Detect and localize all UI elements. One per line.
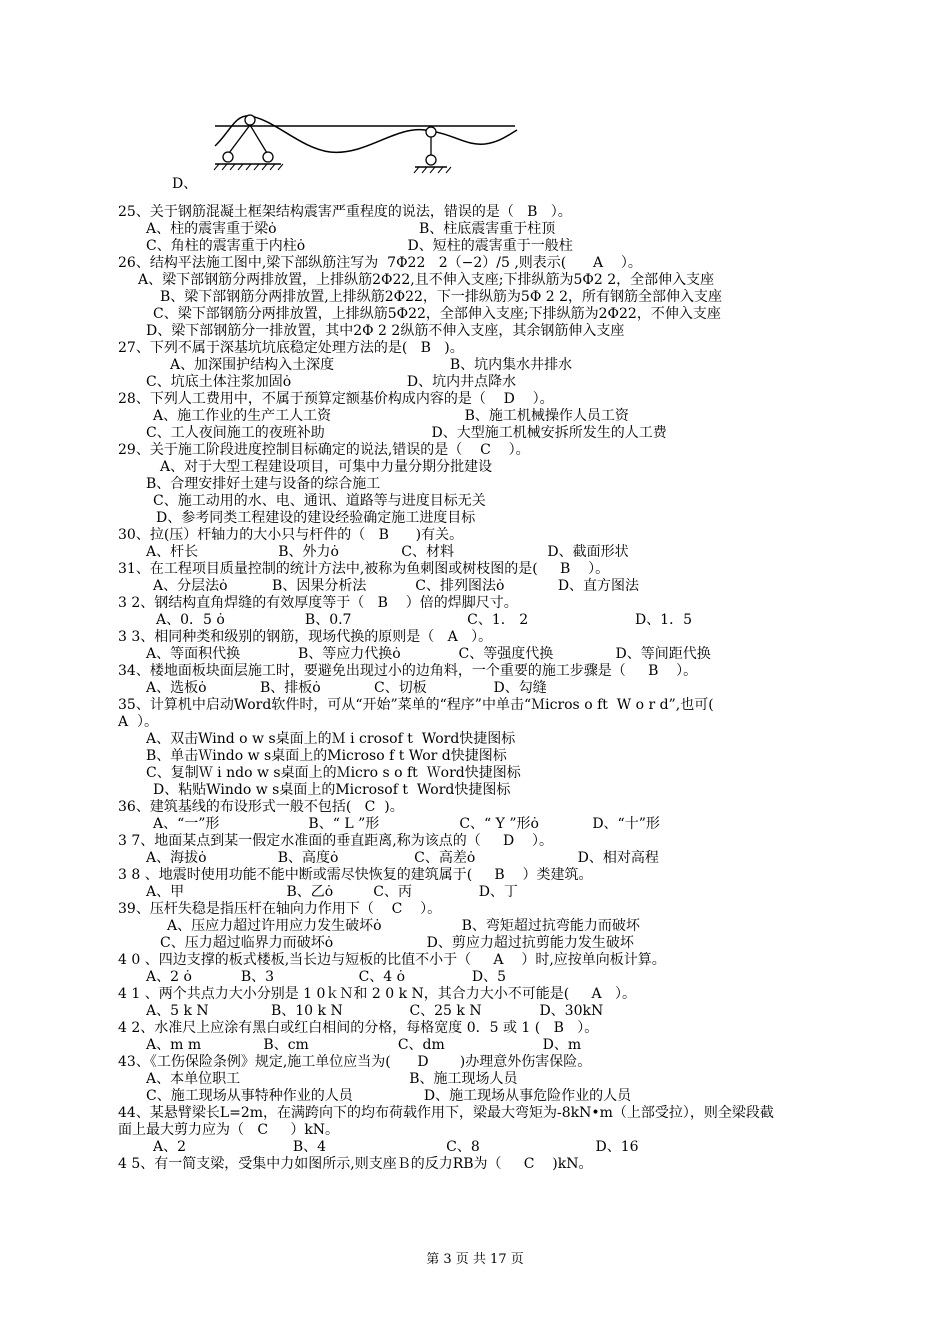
question-42: 4 2、水准尺上应涂有黑白或红白相间的分格，每格宽度 0．5 或 1 ( B ）。 bbox=[118, 1020, 599, 1036]
option-line: A、双击Wind o w s桌面上的Ｍ i crosof t Word快捷图标 bbox=[146, 731, 516, 747]
question-30: 30、拉(压）杆轴力的大小只与杆件的（ B )有关。 bbox=[118, 527, 464, 543]
question-38: 3 8 、地震时使用功能不能中断或需尽快恢复的建筑属于( B ）类建筑。 bbox=[118, 867, 593, 883]
option-line: C、压力超过临界力而破坏ȯ D、剪应力超过抗剪能力发生破坏 bbox=[160, 935, 634, 951]
option-line: D、参考同类工程建设的建设经验确定施工进度目标 bbox=[156, 510, 476, 526]
question-35-continued: A ）。 bbox=[118, 714, 159, 730]
option-line: A、m m B、cm C、dm D、m bbox=[146, 1037, 582, 1053]
option-line: A、压应力超过许用应力发生破坏ȯ B、弯矩超过抗弯能力而破坏 bbox=[167, 918, 640, 934]
option-line: B、单击Ｗindo w s桌面上的Microso f t Wor d快捷图标 bbox=[146, 748, 507, 764]
option-line: A、分层法ȯ B、因果分析法 C、排列图法ȯ D、直方图法 bbox=[153, 578, 640, 594]
question-37: 3 7、地面某点到某一假定水准面的垂直距离,称为该点的（ D ）。 bbox=[118, 833, 553, 849]
option-line: C、工人夜间施工的夜班补助 D、大型施工机械安拆所发生的人工费 bbox=[146, 425, 667, 441]
question-41: 4 1 、两个共点力大小分别是 1 0ｋＮ和 2 0 k N，其合力大小不可能是( A ）。 bbox=[118, 986, 636, 1002]
beam-deflection-figure-d bbox=[205, 112, 525, 174]
option-line: B、合理安排好土建与设备的综合施工 bbox=[146, 476, 381, 492]
question-45: 4 5、有一简支梁，受集中力如图所示,则支座Ｂ的反力RB为（ C )kN。 bbox=[118, 1156, 593, 1172]
question-34: 34、楼地面板块面层施工时，要避免出现过小的边角料，一个重要的施工步骤是（ B ）。 bbox=[118, 663, 698, 679]
page-footer: 第 3 页 共 17 页 bbox=[426, 1252, 524, 1267]
option-line: A、等面积代换 B、等应力代换ȯ C、等强度代换 D、等间距代换 bbox=[146, 646, 711, 662]
option-line: A、加深围护结构入土深度 B、坑内集水井排水 bbox=[170, 357, 573, 373]
question-25: 25、关于钢筋混凝土框架结构震害严重程度的说法，错误的是（ B ）。 bbox=[118, 204, 572, 220]
question-39: 39、压杆失稳是指压杆在轴向力作用下（ C ）。 bbox=[118, 901, 442, 917]
question-32: 3 2、钢结构直角焊缝的有效厚度等于（ B ）倍的焊脚尺寸。 bbox=[118, 595, 518, 611]
question-33: 3 3、相同种类和级别的钢筋，现场代换的原则是（ A ）。 bbox=[118, 629, 493, 645]
question-28: 28、下列人工费用中，不属于预算定额基价构成内容的是（ D ）。 bbox=[118, 391, 554, 407]
question-44: 44、某悬臂梁长L=2m，在满跨向下的均布荷载作用下，梁最大弯矩为-8kN•m（上部受拉），则全梁段截 bbox=[118, 1105, 774, 1121]
option-line: C、角柱的震害重于内柱ȯ D、短柱的震害重于一般柱 bbox=[146, 238, 573, 254]
option-line: A、选板ȯ B、排板ȯ C、切板 D、勾缝 bbox=[146, 680, 547, 696]
option-line: C、施工现场从事特种作业的人员 D、施工现场从事危险作业的人员 bbox=[146, 1088, 632, 1104]
option-line: C、梁下部钢筋分两排放置，上排纵筋5Φ22，全部伸入支座;下排纵筋为2Φ22，不伸入支座 bbox=[153, 306, 721, 322]
question-43: 43、《工伤保险条例》规定,施工单位应当为( D )办理意外伤害保险。 bbox=[118, 1054, 592, 1070]
option-line: C、坑底土体注浆加固ȯ D、坑内井点降水 bbox=[146, 374, 517, 390]
option-line: A、本单位职工 B、施工现场人员 bbox=[146, 1071, 518, 1087]
question-44-continued: 面上最大剪力应为（ C ）kN。 bbox=[118, 1122, 340, 1138]
option-line: D、粘贴Windo w s桌面上的Microsof t Word快捷图标 bbox=[153, 782, 511, 798]
option-line: B、梁下部钢筋分两排放置,上排纵筋2Φ22，下一排纵筋为5Φ 2 2，所有钢筋全部伸入支座 bbox=[160, 289, 723, 305]
option-line: A、梁下部钢筋分两排放置，上排纵筋2Φ22,且不伸入支座;下排纵筋为5Φ2 2，全部伸入支座 bbox=[138, 272, 715, 288]
option-line: C、复制Ｗ i ndo w s桌面上的Ｍicro s o ft Ｗord快捷图标 bbox=[146, 765, 521, 781]
option-line: A、对于大型工程建设项目，可集中力量分期分批建设 bbox=[160, 459, 493, 475]
question-27: 27、下列不属于深基坑坑底稳定处理方法的是( B )。 bbox=[118, 340, 464, 356]
option-line: A、柱的震害重于梁ȯ B、柱底震害重于柱顶 bbox=[146, 221, 556, 237]
figure-option-label: D、 bbox=[172, 176, 198, 192]
option-line: D、梁下部钢筋分一排放置，其中2Φ 2 2纵筋不伸入支座，其余钢筋伸入支座 bbox=[146, 323, 625, 339]
option-line: A、5 k N B、10 k N C、25 k N D、30kN bbox=[146, 1003, 604, 1019]
option-line: A、2 B、4 C、8 D、16 bbox=[153, 1139, 639, 1155]
question-40: 4 0 、四边支撑的板式楼板,当长边与短板的比值不小于（ A ）时,应按单向板计算。 bbox=[118, 952, 666, 968]
option-line: A、2 ȯ B、3 C、4 ȯ D、5 bbox=[146, 969, 506, 985]
question-35: 35、计算机中启动Word软件时，可从“开始”菜单的“程序”中单击“Ｍicros o ft W o r d”,也可( bbox=[118, 697, 714, 713]
option-line: A、“一”形 B、“ L ”形 C、“ Y ”形ȯ D、“十”形 bbox=[153, 816, 660, 832]
question-31: 31、在工程项目质量控制的统计方法中,被称为鱼刺图或树枝图的是( B ）。 bbox=[118, 561, 610, 577]
question-26: 26、结构平法施工图中,梁下部纵筋注写为 7Φ22 2（−2）/5 ,则表示( A ）。 bbox=[118, 255, 642, 271]
option-line: A、0．5 ȯ B、0.7 C、1． 2 D、1．5 bbox=[156, 612, 692, 628]
question-36: 36、建筑基线的布设形式一般不包括( C )。 bbox=[118, 799, 404, 815]
option-line: A、海拔ȯ B、高度ȯ C、高差ȯ D、相对高程 bbox=[146, 850, 659, 866]
option-line: C、施工动用的水、电、通讯、道路等与进度目标无关 bbox=[153, 493, 486, 509]
question-29: 29、关于施工阶段进度控制目标确定的说法,错误的是（ C ）。 bbox=[118, 442, 530, 458]
option-line: A、甲 B、乙ȯ C、丙 D、丁 bbox=[146, 884, 518, 900]
option-line: A、杆长 B、外力ȯ C、材料 D、截面形状 bbox=[146, 544, 629, 560]
option-line: A、施工作业的生产工人工资 B、施工机械操作人员工资 bbox=[153, 408, 629, 424]
